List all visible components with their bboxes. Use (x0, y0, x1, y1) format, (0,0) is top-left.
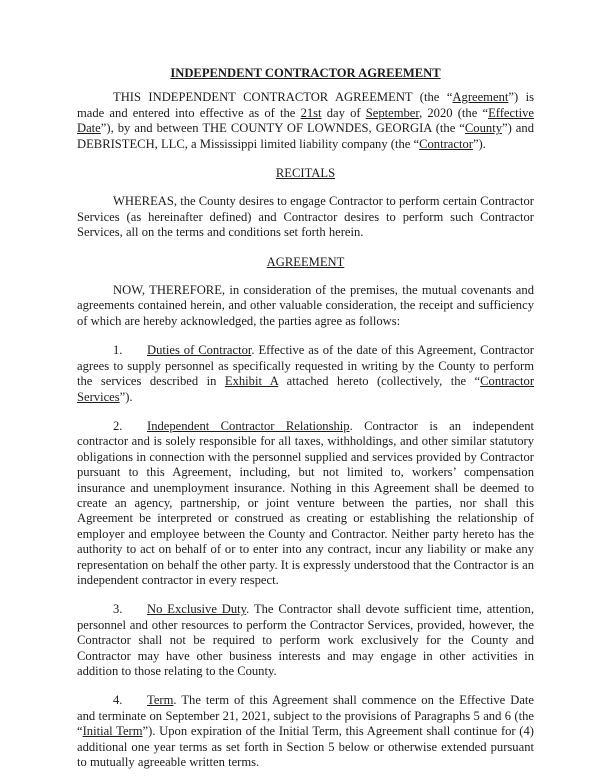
agreement-heading: AGREEMENT (266, 254, 345, 269)
document-title: INDEPENDENT CONTRACTOR AGREEMENT (170, 66, 441, 80)
recitals-paragraph: WHEREAS, the County desires to engage Contractor to perform certain Contractor Services (as hereinafter defined) and Contractor desires to perform such Contractor Services, all on the terms and conditions set forth herein. (77, 194, 534, 240)
defined-term-initial-term: Initial Term (82, 724, 143, 739)
section-number: 4. (113, 693, 123, 708)
section-heading: Independent Contractor Relationship (147, 418, 350, 433)
section-number: 2. (113, 418, 123, 433)
intro-text: ”). (472, 136, 486, 151)
intro-text: , 2020 (the “ (419, 105, 489, 120)
section-number: 3. (113, 602, 123, 617)
defined-term-county: County (464, 121, 502, 136)
section-4-term (77, 693, 534, 770)
document-body (77, 66, 534, 784)
exhibit-reference: Exhibit A (224, 374, 279, 389)
section-text: ”). Upon expiration of the Initial Term, this Agreement shall continue for (4) additional one year terms as set forth in Section 5 below or otherwise extended pursuant to mutually agreeable written terms. (77, 724, 534, 770)
section-2-relationship (77, 419, 534, 588)
defined-term-contractor-services: Contractor Services (77, 374, 535, 404)
section-text: ”). (119, 389, 133, 404)
intro-text: THIS INDEPENDENT CONTRACTOR AGREEMENT (the “ (113, 90, 453, 105)
defined-term-contractor: Contractor (419, 136, 473, 151)
intro-text: ”) and DEBRISTECH, LLC, a Mississippi limited liability company (the “ (77, 121, 534, 151)
section-text: . Contractor is an independent contractor and is solely responsible for all taxes, withholdings, and other similar statutory obligations in connection with the personnel supplied and services provided by Contractor pursuant to this Agreement, including, but not limited to, workers’ compensation insurance and unemployment insurance. Nothing in this Agreement shall be deemed to create an agency, partnership, or joint venture between the parties, nor shall this Agreement be interpreted or construed as creating or establishing the relationship of employer and employee between the County and Contractor. Neither party hereto has the authority to act on behalf of or to enter into any contract, incur any liability or make any representation on behalf the other party. It is expressly understood that the Contractor is an independent contractor in every respect. (77, 418, 534, 587)
intro-text: day of (321, 105, 366, 120)
effective-month: September (365, 105, 420, 120)
section-heading: Term (147, 693, 174, 708)
section-heading: No Exclusive Duty (147, 602, 247, 617)
section-text: . Effective as of the date of this Agreement, Contractor agrees to supply personnel as specifically requested in writing by the County to perform the services described in (77, 343, 535, 389)
effective-day: 21st (300, 105, 322, 120)
intro-text: ”), by and between THE COUNTY OF LOWNDES, GEORGIA (the “ (100, 121, 465, 136)
section-1-duties (77, 343, 534, 405)
intro-paragraph (77, 90, 534, 152)
section-text: . The term of this Agreement shall commence on the Effective Date and terminate on September 21, 2021, subject to the provisions of Paragraphs 5 and 6 (the “ (77, 693, 534, 739)
section-3-no-exclusive-duty (77, 602, 534, 679)
section-number: 1. (113, 343, 123, 358)
section-text: . The Contractor shall devote sufficient time, attention, personnel and other resources to perform the Contractor Services, provided, however, the Contractor shall not be required to perform work exclusively for the County and Contractor may have other business interests and may engage in other activities in addition to those relating to the County. (77, 602, 534, 678)
intro-text: ”) is made and entered into effective as of the (77, 90, 534, 120)
defined-term-agreement: Agreement (452, 90, 509, 105)
section-heading: Duties of Contractor (147, 343, 252, 358)
defined-term-effective-date: Effective Date (77, 105, 534, 136)
agreement-intro-paragraph: NOW, THEREFORE, in consideration of the premises, the mutual covenants and agreements contained herein, and other valuable consideration, the receipt and sufficiency of which are hereby acknowledged, the parties agree as follows: (77, 283, 534, 328)
section-text: attached hereto (collectively, the “ (278, 374, 481, 389)
recitals-heading: RECITALS (275, 166, 336, 181)
